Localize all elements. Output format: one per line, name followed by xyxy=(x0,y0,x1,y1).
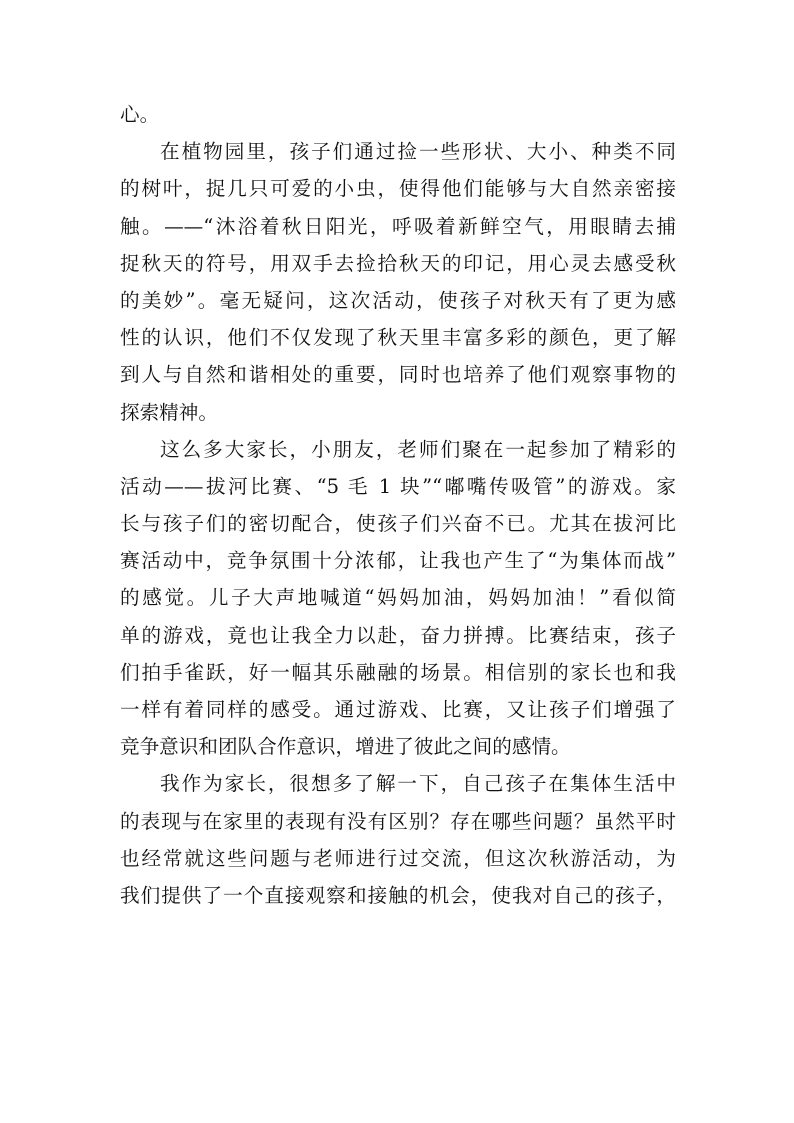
text-line: 的树叶，捉几只可爱的小虫，使得他们能够与大自然亲密接 xyxy=(120,177,676,201)
text-line: 捉秋天的符号，用双手去捡拾秋天的印记，用心灵去感受秋 xyxy=(120,251,676,275)
text-line: 一样有着同样的感受。通过游戏、比赛，又让孩子们增强了 xyxy=(120,698,676,721)
paragraph-first-line: 这么多大家长，小朋友，老师们聚在一起参加了精彩的 xyxy=(160,437,676,461)
text-line: 我们提供了一个直接观察和接触的机会，使我对自己的孩子， xyxy=(120,883,676,907)
text-line: 活动——拔河比赛、“5 毛 1 块”“嘟嘴传吸管”的游戏。家 xyxy=(120,474,676,498)
text-line: 心。 xyxy=(120,103,160,126)
paragraph-first-line: 我作为家长，很想多了解一下，自己孩子在集体生活中 xyxy=(160,772,676,796)
text-line: 竞争意识和团队合作意识，增进了彼此之间的感情。 xyxy=(120,735,571,759)
text-line: 触。——“沐浴着秋日阳光，呼吸着新鲜空气，用眼睛去捕 xyxy=(120,214,676,238)
text-line: 赛活动中，竞争氛围十分浓郁，让我也产生了“为集体而战” xyxy=(120,549,676,573)
text-line: 长与孩子们的密切配合，使孩子们兴奋不已。尤其在拔河比 xyxy=(120,512,676,536)
text-line: 也经常就这些问题与老师进行过交流，但这次秋游活动，为 xyxy=(120,846,676,870)
text-line: 的美妙”。毫无疑问，这次活动，使孩子对秋天有了更为感 xyxy=(120,288,676,312)
text-line: 的表现与在家里的表现有没有区别？存在哪些问题？虽然平时 xyxy=(120,809,676,833)
text-line: 们拍手雀跃，好一幅其乐融融的场景。相信别的家长也和我 xyxy=(120,660,676,684)
text-line: 到人与自然和谐相处的重要，同时也培养了他们观察事物的 xyxy=(120,363,676,387)
text-line: 性的认识，他们不仅发现了秋天里丰富多彩的颜色，更了解 xyxy=(120,326,676,350)
paragraph-first-line: 在植物园里，孩子们通过捡一些形状、大小、种类不同 xyxy=(160,140,676,164)
text-line: 单的游戏，竟也让我全力以赴，奋力拼搏。比赛结束，孩子 xyxy=(120,623,676,647)
text-line: 探索精神。 xyxy=(120,400,218,424)
text-line: 的感觉。儿子大声地喊道“妈妈加油，妈妈加油！”看似简 xyxy=(120,586,676,610)
document-body xyxy=(120,96,676,914)
